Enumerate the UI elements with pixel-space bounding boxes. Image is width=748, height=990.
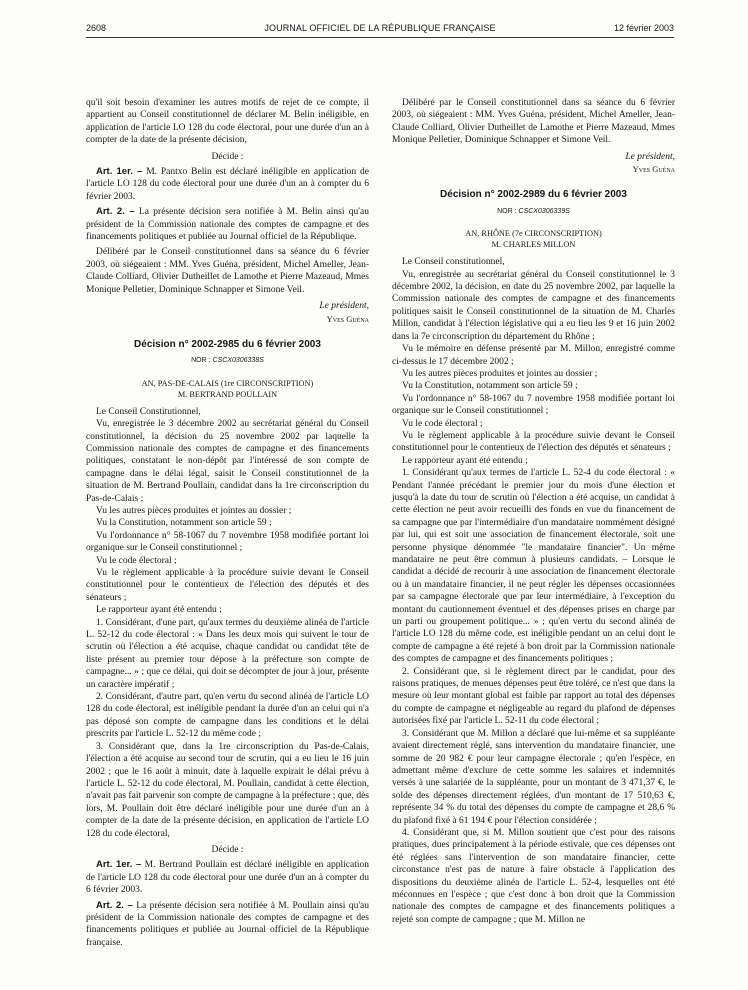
signature-name: Yves Guéna [632,164,675,175]
paragraph: Le rapporteur ayant été entendu ; [402,455,528,466]
paragraph: Vu le règlement applicable à la procédure suivie devant le Conseil constitutionnel pour le contentieux de l'élection des députés et sénateurs ; [392,430,675,454]
nor-label: NOR : [497,207,517,215]
signature-name: Yves Guéna [326,313,369,324]
nor-code: CSCX0306338S [212,357,264,365]
paragraph: qu'il soit besoin d'examiner les autres motifs de rejet de ce compte, il appartient au Conseil constitutionnel de déclarer M. Belin inéligible, en application de l'article LO 128 du code électoral, pour une durée d'un an à compter de la date de la présente décision, [86,98,369,146]
article-1 [86,166,369,203]
paragraph: Vu les autres pièces produites et jointes au dossier ; [96,505,292,516]
issue-date: 12 février 2003 [613,23,674,33]
deliberation: Délibéré par le Conseil constitutionnel dans sa séance du 6 février 2003, où siégeaient : MM. Yves Guéna, président, Michel Ameller, Jean-Claude Colliard, Olivier Dutheillet de Lamothe et Pierre Mazeaud, Mmes Monique Pelletier, Dominique Schnapper et Simone Veil. [392,98,675,146]
right-column [392,97,675,926]
paragraph: 1. Considérant qu'aux termes de l'article L. 52-4 du code électoral : « Pendant l'année précédant le premier jour du mois d'une élection et jusqu'à la date du tour de scrutin où l'élection a été acquise, un candidat à cette élection ne peut avoir recueilli des fonds en vue du financement de sa campagne que par l'intermédiaire d'un mandataire nommément désigné par lui, qui est soit une association de financement électorale, soit une personne physique dénommée "le mandataire financier". Un même mandataire ne peut être commun à plusieurs candidats. – Lorsque le candidat a décidé de recourir à une association de financement électorale ou à un mandataire financier, il ne peut régler les dépenses occasionnées par sa campagne électorale que par leur intermédiaire, à l'exception du montant du cautionnement éventuel et des dépenses prises en charge par un parti ou groupement politique... » ; qu'en vertu du second alinéa de l'article LO 128 du même code, est inéligible pendant un an celui dont le compte de campagne a été rejeté à bon droit par la Commission nationale des comptes de campagne et des financements politiques ; [392,468,675,665]
paragraph: Le Conseil Constitutionnel, [96,406,201,417]
paragraph: Vu, enregistrée au secrétariat général du Conseil constitutionnel le 3 décembre 2002, la décision, en date du 25 novembre 2002, par laquelle la Commission nationale des comptes de campagne et des financements politiques saisit le Conseil constitutionnel de la situation de M. Charles Millon, candidat à l'élection législative qui a eu lieu les 9 et 16 juin 2002 dans la 7e circonscription du département du Rhône ; [392,269,675,342]
paragraph: Vu l'ordonnance n° 58-1067 du 7 novembre 1958 modifiée portant loi organique sur le Conseil constitutionnel ; [392,393,675,417]
paragraph: 1. Considérant, d'une part, qu'aux termes du deuxième alinéa de l'article L. 52-12 du code électoral : « Dans les deux mois qui suivent le tour de scrutin où l'élection a été acquise, chaque candidat ou candidat tête de liste présent au premier tour dépose à la préfecture son compte de campagne... » ; que ce délai, qui doit se décompter de jour à jour, présente un caractère impératif ; [86,617,369,690]
decide-heading: Décide : [211,151,244,162]
paragraph: Vu, enregistrée le 3 décembre 2002 au secrétariat général du Conseil constitutionnel, la décision du 25 novembre 2002 par laquelle la Commission nationale des comptes de campagne et des financements politiques, constatant le non-dépôt par l'intéressé de son compte de campagne dans le délai légal, saisit le Conseil constitutionnel de la situation de M. Bertrand Poullain, candidat dans la 1re circonscription du Pas-de-Calais ; [86,419,369,504]
paragraph: 2. Considérant, d'autre part, qu'en vertu du second alinéa de l'article LO 128 du code électoral, est inéligible pendant la durée d'un an celui qui n'a pas déposé son compte de campagne dans les conditions et le délai prescrits par l'article L. 52-12 du même code ; [86,692,369,740]
article-text: La présente décision sera notifiée à M. Poullain ainsi qu'au président de la Commission nationale des comptes de campagne et des financements politiques et publiée au Journal officiel de la République française. [86,900,369,948]
paragraph: Le Conseil constitutionnel, [402,257,505,268]
article-label: Art. 1er. – [96,859,142,871]
signature-role: Le président, [625,151,675,162]
article-text: La présente décision sera notifiée à M. Belin ainsi qu'au président de la Commission nationale des comptes de campagne et des financements politiques et publiée au Journal officiel de la République. [86,207,369,243]
article-2 [86,900,369,950]
paragraph: Vu la Constitution, notamment son article 59 ; [96,518,272,529]
signature-role: Le président, [319,301,369,312]
article-2 [86,206,369,243]
decision-title: Décision n° 2002-2985 du 6 février 2003 [134,338,321,350]
candidate-name: M. CHARLES MILLON [491,240,576,250]
paragraph: 3. Considérant que, dans la 1re circonscription du Pas-de-Calais, l'élection a été acquise au second tour de scrutin, qui a eu lieu le 16 juin 2002 ; que le 16 août à minuit, date à laquelle expirait le délai prévu à l'article L. 52-12 du code électoral, M. Poullain, candidat à cette élection, n'avait pas fait parvenir son compte de campagne à la préfecture ; que, dès lors, M. Poullain doit être déclaré inéligible pour une durée d'un an à compter de la date de la présente décision, en application de l'article LO 128 du code électoral, [86,741,369,839]
article-text: M. Bertrand Poullain est déclaré inéligible en application de l'article LO 128 du code électoral pour une durée d'un an à compter du 6 février 2003. [86,860,369,896]
page-number: 2608 [86,23,107,33]
left-column [86,97,369,949]
candidate-name: M. BERTRAND POULLAIN [177,389,278,399]
journal-title: JOURNAL OFFICIEL DE LA RÉPUBLIQUE FRANÇAISE [264,23,496,33]
paragraph: Vu les autres pièces produites et jointes au dossier ; [402,368,598,379]
paragraph: 4. Considérant que, si M. Millon soutient que c'est pour des raisons pratiques, dues principalement à la période estivale, que ces dépenses ont été réglées sans l'intervention de son mandataire financier, cette circonstance n'est pas de nature à faire obstacle à l'application des dispositions du deuxième alinéa de l'article L. 52-4, lesquelles ont été méconnues en l'espèce ; que c'est donc à bon droit que la Commission nationale des comptes de campagne et des financements politiques a rejeté son compte de campagne ; que M. Millon ne [392,827,675,925]
constituency: AN, RHÔNE (7e CIRCONSCRIPTION) [465,229,602,239]
paragraph: Vu l'ordonnance n° 58-1067 du 7 novembre 1958 modifiée portant loi organique sur le Conseil constitutionnel ; [86,530,369,554]
paragraph: Vu le règlement applicable à la procédure suivie devant le Conseil constitutionnel pour le contentieux de l'élection des députés et des sénateurs ; [86,568,369,603]
paragraph: Vu la Constitution, notamment son article 59 ; [402,381,578,392]
deliberation: Délibéré par le Conseil constitutionnel dans sa séance du 6 février 2003, où siégeaient : MM. Yves Guéna, président, Michel Ameller, Jean-Claude Colliard, Olivier Dutheillet de Lamothe et Pierre Mazeaud, Mmes Monique Pelletier, Dominique Schnapper et Simone Veil. [86,247,369,295]
nor-reference [86,355,369,367]
nor-reference [392,206,675,218]
paragraph: Vu le code électoral ; [96,555,177,566]
article-1 [86,859,369,896]
article-label: Art. 2. – [96,206,135,218]
paragraph: Vu le mémoire en défense présenté par M. Millon, enregistré comme ci-dessus le 17 décembre 2002 ; [392,344,675,367]
decision-title: Décision n° 2002-2989 du 6 février 2003 [440,189,627,201]
paragraph: 2. Considérant que, si le règlement direct par le candidat, pour des raisons pratiques, de menues dépenses peut être toléré, ce n'est que dans la mesure où leur montant global est faible par rapport au total des dépenses du compte de campagne et négligeable au regard du plafond de dépenses autorisées fixé par l'article L. 52-11 du code électoral ; [392,666,675,727]
paragraph: Le rapporteur ayant été entendu ; [96,605,222,616]
constituency: AN, PAS-DE-CALAIS (1re CIRCONSCRIPTION) [141,378,314,388]
article-label: Art. 2. – [96,899,133,911]
decide-heading: Décide : [211,844,244,855]
article-text: M. Pantxo Belin est déclaré inéligible en application de l'article LO 128 du code électoral pour une durée d'un an à compter du 6 février 2003. [86,167,369,202]
paragraph: Vu le code électoral ; [402,418,483,429]
header-rule [86,37,674,38]
nor-label: NOR : [191,357,211,365]
article-label: Art. 1er. – [96,166,143,178]
paragraph: 3. Considérant que M. Millon a déclaré que lui-même et sa suppléante avaient directement réglé, sans intervention du mandataire financier, une somme de 20 982 € pour leur campagne électorale ; qu'en l'espèce, en admettant même d'exclure de cette somme les salaires et indemnités versés à une salariée de la suppléante, pour un montant de 3 471,37 €, le solde des dépenses directement réglées, d'un montant de 17 510,63 €, représente 34 % du total des dépenses du compte de campagne et 28,6 % du plafond fixé à 61 194 € pour l'élection considérée ; [392,728,675,826]
nor-code: CSCX0306339S [518,207,570,215]
